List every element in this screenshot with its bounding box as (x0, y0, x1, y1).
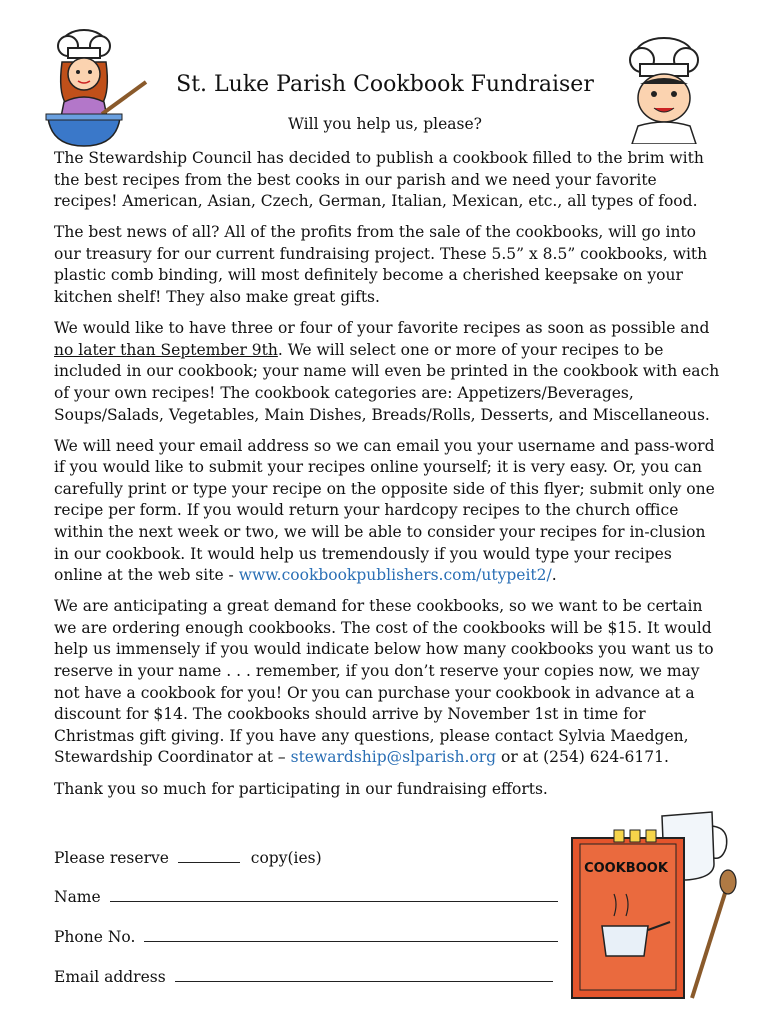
paragraph-submit: We will need your email address so we can email you your username and pass-word if you would like to submit your recipes online yourself; it is very easy. Or, you can carefully print or type your recipe on the opposite side of this flyer; submit only one recipe per form. If you would return your hardcopy recipes to the church office within the next week or two, we will be able to consider your recipes for in-clusion in our cookbook. It would help us tremendously if you would type your recipes online at the web site - www.cookbookpublishers.com/utypeit2/. (54, 436, 715, 585)
paragraph-profits: The best news of all? All of the profits from the sale of the cookbooks, will go into our treasury for our current fundraising project. These 5.5” x 8.5” cookbooks, with plastic comb binding, will most definitely become a cherished keepsake on your kitchen shelf! They also make great gifts. (54, 223, 708, 307)
page-title: St. Luke Parish Cookbook Fundraiser (176, 72, 594, 97)
paragraph-pricing: We are anticipating a great demand for these cookbooks, so we want to be certain we are ordering enough cookbooks. The cost of the cookbooks will be $15. It would help us immensely if you would indicate below how many cookbooks you want us to reserve in your name . . . remember, if you don’t reserve your copies now, we may not have a cookbook for you! Or you can purchase your cookbook in advance at a discount for $14. The cookbooks should arrive by November 1st in time for Christmas gift giving. If you have any questions, please contact Sylvia Maedgen, Stewardship Coordinator at – stewardship@slparish.org or at (254) 624-6171. (54, 597, 714, 767)
phone-field[interactable] (144, 927, 558, 942)
email-line (54, 967, 553, 986)
cookbook-label: COOKBOOK (584, 861, 668, 876)
paragraph-deadline: We would like to have three or four of your favorite recipes as soon as possible and no later than September 9th. We will select one or more of your recipes to be included in our cookbook; your name will even be printed in the cookbook with each of your own recipes! The cookbook categories are: Appetizers/Beverages, Soups/Salads, Vegetables, Main Dishes, Breads/Rolls, Desserts, and Miscellaneous. (54, 319, 720, 424)
website-link[interactable]: www.cookbookpublishers.com/utypeit2/ (238, 566, 552, 585)
reserve-label: Please reserve (54, 849, 169, 867)
name-field[interactable] (110, 887, 558, 902)
cookbook-illustration (566, 808, 742, 1004)
email-field[interactable] (175, 967, 553, 982)
page-subtitle: Will you help us, please? (288, 115, 482, 133)
body-text (54, 148, 722, 810)
email-link[interactable]: stewardship@slparish.org (290, 748, 497, 767)
paragraph-thanks: Thank you so much for participating in our fundraising efforts. (54, 779, 548, 798)
reserve-line (54, 848, 322, 867)
reserve-quantity-field[interactable] (178, 848, 240, 863)
phone-line (54, 927, 558, 946)
paragraph-intro: The Stewardship Council has decided to publish a cookbook filled to the brim with the best recipes from the best cooks in our parish and we need your favorite recipes! American, Asian, Czech, German, Italian, Mexican, etc., all types of food. (54, 149, 704, 211)
reserve-suffix: copy(ies) (250, 849, 322, 867)
phone-label: Phone No. (54, 928, 136, 946)
name-label: Name (54, 888, 101, 906)
name-line (54, 887, 558, 906)
email-label: Email address (54, 968, 166, 986)
deadline-text: no later than September 9th (54, 340, 278, 359)
